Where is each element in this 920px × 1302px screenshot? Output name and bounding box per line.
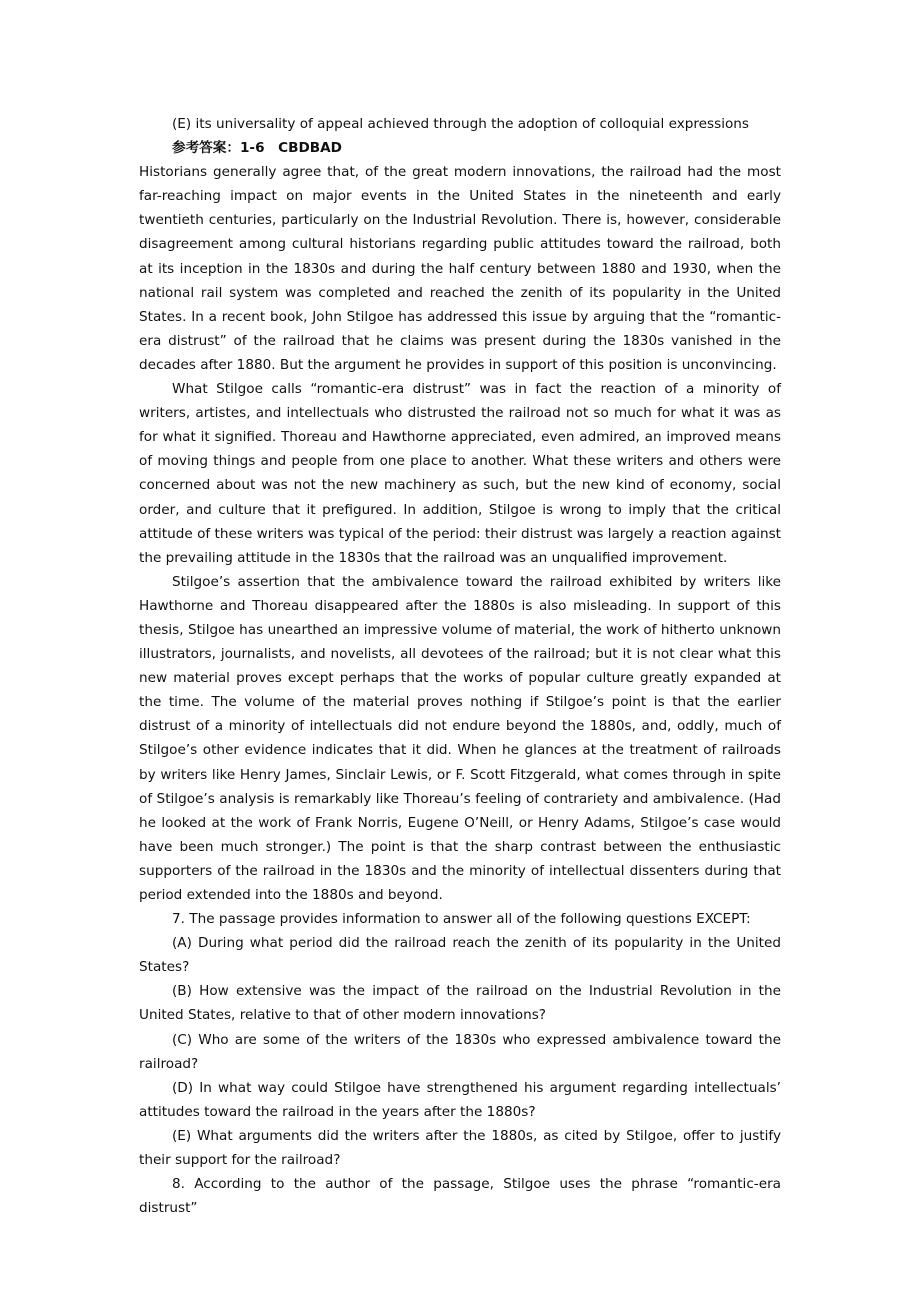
passage-paragraph-3: Stilgoe’s assertion that the ambivalence toward the railroad exhibited by writers like Hawthorne and Thoreau disappeared after the 1880s is also misleading. In support of this thesis, Stilgoe has unearthed an impressive volume of material, the work of hitherto unknown illustrators, journalists, and novelists, all devotees of the railroad; but it is not clear what this new material proves except perhaps that the works of popular culture greatly expanded at the time. The volume of the material proves nothing if Stilgoe’s point is that the earlier distrust of a minority of intellectuals did not endure beyond the 1880s, and, oddly, much of Stilgoe’s other evidence indicates that it did. When he glances at the treatment of railroads by writers like Henry James, Sinclair Lewis, or F. Scott Fitzgerald, what comes through in spite of Stilgoe’s analysis is remarkably like Thoreau’s feeling of contrariety and ambivalence. (Had he looked at the work of Frank Norris, Eugene O’Neill, or Henry Adams, Stilgoe’s case would have been much stronger.) The point is that the sharp contrast between the enthusiastic supporters of the railroad in the 1830s and the minority of intellectual dissenters during that period extended into the 1880s and beyond. (139, 573, 781, 903)
previous-option-e: (E) its universality of appeal achieved through the adoption of colloquial expressions (172, 116, 749, 132)
question-8-stem: 8. According to the author of the passage, Stilgoe uses the phrase “romantic-era distrust” (139, 1176, 781, 1217)
passage-paragraph-2: What Stilgoe calls “romantic-era distrust” was in fact the reaction of a minority of writers, artistes, and intellectuals who distrusted the railroad not so much for what it was as for what it signified. Thoreau and Hawthorne appreciated, even admired, an improved means of moving things and people from one place to another. What these writers and others were concerned about was not the new machinery as such, but the new kind of economy, social order, and culture that it prefigured. In addition, Stilgoe is wrong to imply that the critical attitude of these writers was typical of the period: their distrust was largely a reaction against the prevailing attitude in the 1830s that the railroad was an unqualified improvement. (139, 381, 781, 566)
question-7-option-b: (B) How extensive was the impact of the railroad on the Industrial Revolution in the United States, relative to that of other modern innovations? (139, 983, 781, 1024)
document-page (139, 112, 781, 1220)
question-7-option-e: (E) What arguments did the writers after the 1880s, as cited by Stilgoe, offer to justify their support for the railroad? (139, 1127, 781, 1169)
question-7-option-a: (A) During what period did the railroad reach the zenith of its popularity in the United States? (139, 935, 781, 976)
question-7-option-c: (C) Who are some of the writers of the 1830s who expressed ambivalence toward the railroad? (139, 1031, 781, 1072)
answer-key: 参考答案：1-6 CBDBAD (172, 140, 342, 157)
question-7-option-d: (D) In what way could Stilgoe have strengthened his argument regarding intellectuals’ attitudes toward the railroad in the years after the 1880s? (139, 1079, 781, 1120)
passage-paragraph-1: Historians generally agree that, of the great modern innovations, the railroad had the most far-reaching impact on major events in the United States in the nineteenth and early twentieth centuries, particularly on the Industrial Revolution. There is, however, considerable disagreement among cultural historians regarding public attitudes toward the railroad, both at its inception in the 1830s and during the half century between 1880 and 1930, when the national rail system was completed and reached the zenith of its popularity in the United States. In a recent book, John Stilgoe has addressed this issue by arguing that the “romantic-era distrust” of the railroad that he claims was present during the 1830s vanished in the decades after 1880. But the argument he provides in support of this position is unconvincing. (139, 164, 781, 373)
question-7-stem: 7. The passage provides information to answer all of the following questions EXCEPT: (172, 911, 751, 928)
